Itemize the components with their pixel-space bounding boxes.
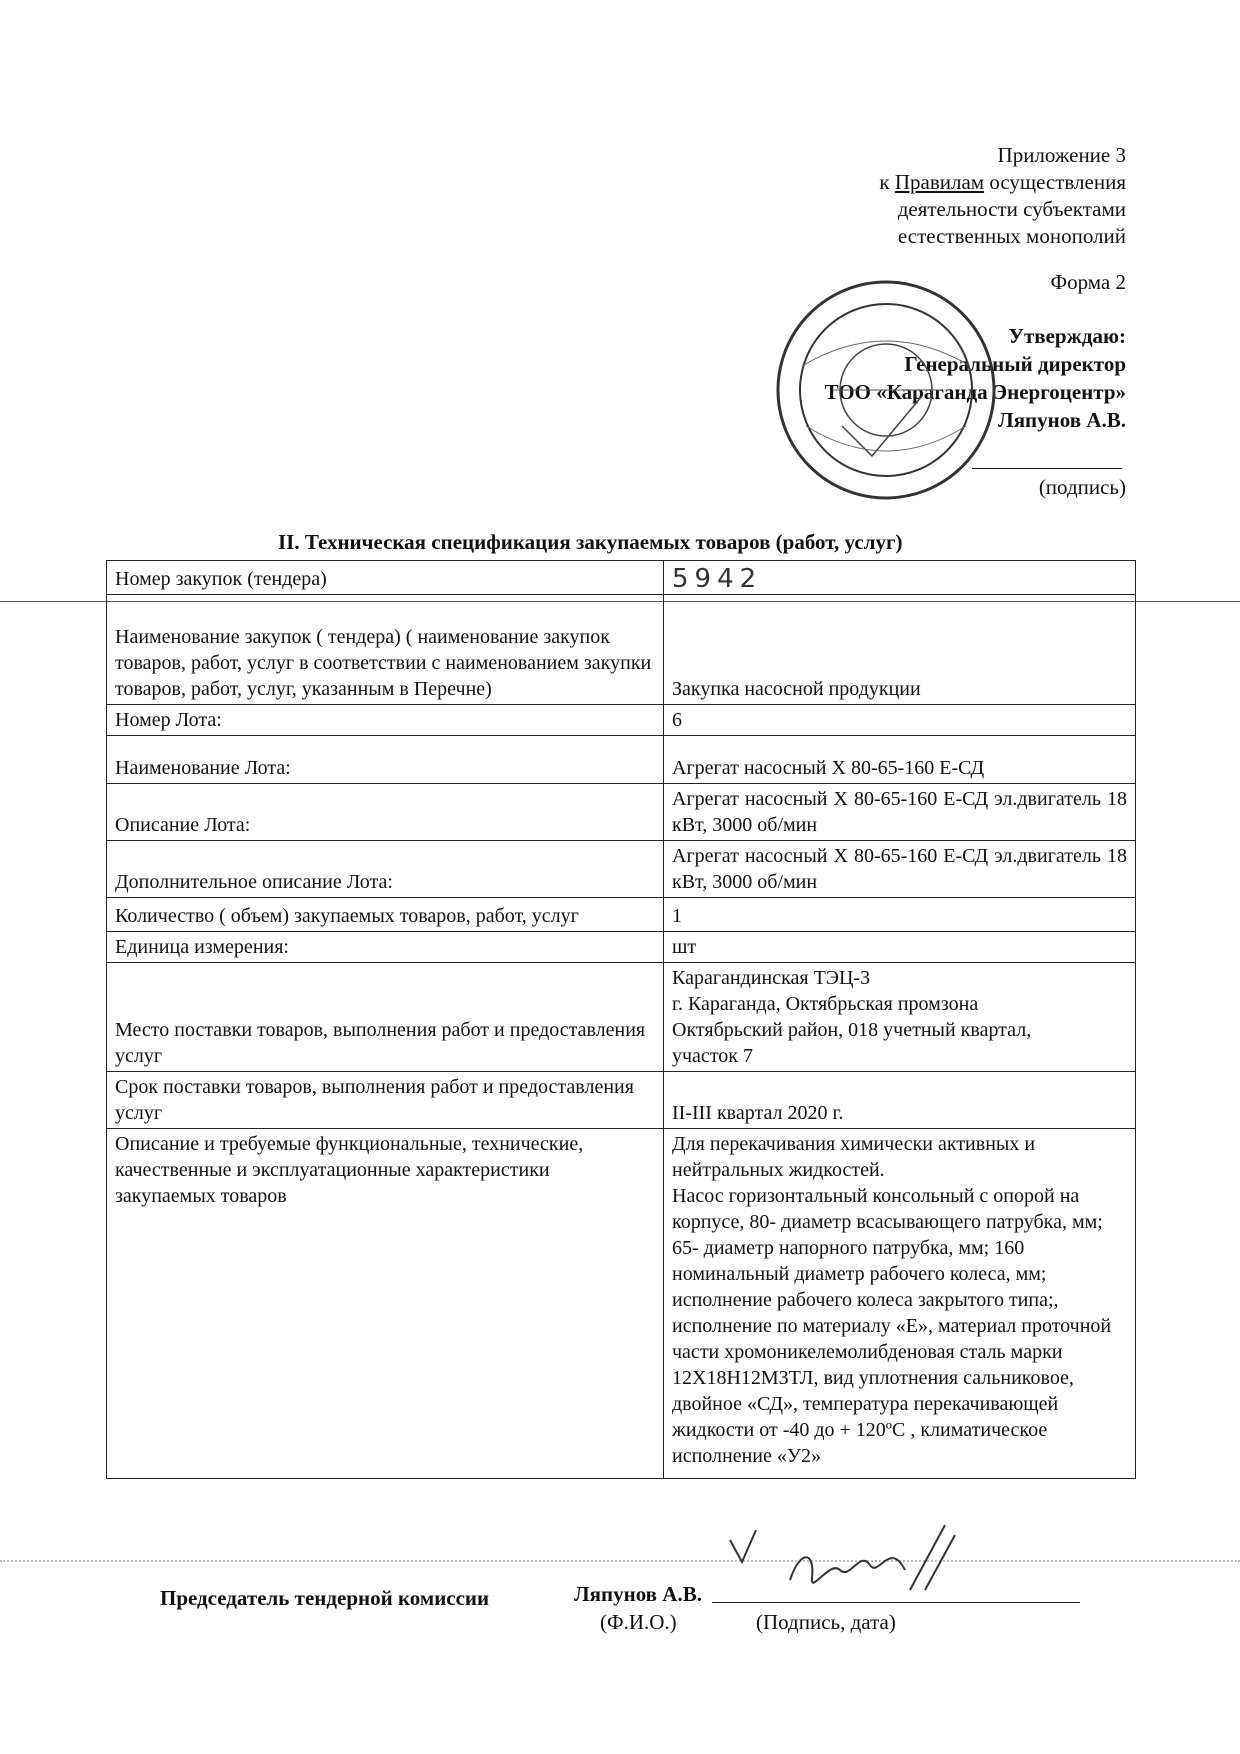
table-row — [107, 736, 1136, 784]
table-row — [107, 963, 1136, 1072]
row-label: Номер закупок (тендера) — [107, 561, 664, 595]
table-row — [107, 841, 1136, 898]
row-label: Описание и требуемые функциональные, технические, качественные и эксплуатационные характеристики закупаемых товаров — [107, 1129, 664, 1479]
row-value: Агрегат насосный Х 80-65-160 Е-СД эл.двигатель 18 кВт, 3000 об/мин — [664, 841, 1136, 898]
appendix-line: деятельности субъектами — [897, 197, 1126, 221]
row-value: 1 — [664, 898, 1136, 932]
specification-table — [106, 560, 1136, 1479]
handwritten-signature — [720, 1520, 960, 1610]
value-line: Октябрьский район, 018 учетный квартал, — [672, 1019, 1032, 1041]
row-label: Место поставки товаров, выполнения работ и предоставления услуг — [107, 963, 664, 1072]
signature-caption: (подпись) — [1038, 475, 1126, 499]
table-row — [107, 561, 1136, 595]
row-value — [664, 1129, 1136, 1479]
value-line: г. Караганда, Октябрьская промзона — [672, 993, 979, 1015]
value-line: Насос горизонтальный консольный с опорой на корпусе, 80- диаметр всасывающего патрубка, мм; 65- диаметр напорного патрубка, мм; 160 номинальный диаметр рабочего колеса, мм; исполнение рабочего колеса закрытого типа;, исполнение по материалу «Е», материал проточной части хромоникелемолибденовая сталь марки 12Х18Н12М3ТЛ, вид уплотнения сальниковое, двойное «СД», температура перекачивающей жидкости от -40 до + 120ºС , климатическое исполнение «У2» — [672, 1185, 1112, 1467]
row-value: II-III квартал 2020 г. — [664, 1072, 1136, 1129]
form-number: Форма 2 — [1050, 270, 1126, 294]
approve-label: Утверждаю: — [1008, 324, 1126, 348]
row-value — [664, 963, 1136, 1072]
table-row — [107, 898, 1136, 932]
sign-date-caption: (Подпись, дата) — [756, 1610, 896, 1634]
table-row — [107, 1072, 1136, 1129]
value-line: Карагандинская ТЭЦ-3 — [672, 967, 871, 989]
value-line: Для перекачивания химически активных и нейтральных жидкостей. — [672, 1133, 1036, 1181]
value-line: участок 7 — [672, 1045, 754, 1067]
rules-link[interactable]: Правилам — [894, 170, 985, 194]
appendix-prefix: к — [879, 170, 895, 194]
table-row — [107, 705, 1136, 736]
appendix-line: Приложение 3 — [997, 143, 1126, 167]
row-value: 5942 — [664, 561, 1136, 595]
row-value: 6 — [664, 705, 1136, 736]
scan-dotted-artifact — [0, 1560, 1240, 1562]
approver-company: ТОО «Караганда Энергоцентр» — [824, 380, 1126, 404]
row-value: Агрегат насосный Х 80-65-160 Е-СД эл.двигатель 18 кВт, 3000 об/мин — [664, 784, 1136, 841]
fio-caption: (Ф.И.О.) — [600, 1610, 677, 1634]
row-value: шт — [664, 932, 1136, 963]
row-label: Номер Лота: — [107, 705, 664, 736]
specification-title: II. Техническая спецификация закупаемых товаров (работ, услуг) — [278, 530, 903, 554]
row-value: Закупка насосной продукции — [664, 595, 1136, 705]
appendix-rest: осуществления — [984, 170, 1126, 194]
row-label: Описание Лота: — [107, 784, 664, 841]
table-row — [107, 932, 1136, 963]
appendix-reference — [706, 142, 1126, 250]
row-label: Единица измерения: — [107, 932, 664, 963]
appendix-line — [706, 169, 1126, 196]
commission-chair-name: Ляпунов А.В. — [574, 1582, 702, 1606]
table-row — [107, 1129, 1136, 1479]
company-seal-stamp — [772, 276, 1000, 504]
commission-chair-label: Председатель тендерной комиссии — [160, 1586, 490, 1610]
table-row — [107, 784, 1136, 841]
row-value: Агрегат насосный Х 80-65-160 Е-СД — [664, 736, 1136, 784]
approver-position: Генеральный директор — [904, 352, 1126, 376]
approver-name: Ляпунов А.В. — [998, 408, 1126, 432]
table-row — [107, 595, 1136, 705]
row-label: Наименование закупок ( тендера) ( наименование закупок товаров, работ, услуг в соответствии с наименованием закупки товаров, работ, услуг, указанным в Перечне) — [107, 595, 664, 705]
row-label: Количество ( объем) закупаемых товаров, работ, услуг — [107, 898, 664, 932]
appendix-line: естественных монополий — [897, 224, 1126, 248]
row-label: Срок поставки товаров, выполнения работ и предоставления услуг — [107, 1072, 664, 1129]
row-label: Наименование Лота: — [107, 736, 664, 784]
row-label: Дополнительное описание Лота: — [107, 841, 664, 898]
